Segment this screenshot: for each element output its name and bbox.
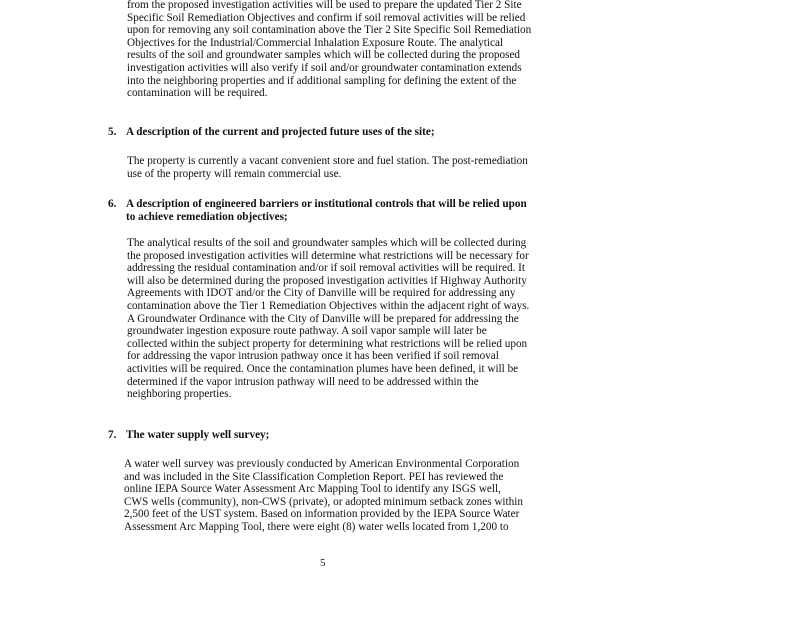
intro-line: contamination will be required.	[127, 87, 268, 100]
body-line: contamination above the Tier 1 Remediation Objectives within the adjacent right of ways.	[127, 299, 530, 312]
body-line: CWS wells (community), non-CWS (private), or adopted minimum setback zones within	[124, 495, 523, 508]
body-line: The analytical results of the soil and groundwater samples which will be collected during	[127, 237, 527, 249]
body-line: activities will be required. Once the contamination plumes have been defined, it will be	[127, 362, 519, 375]
body-line: groundwater ingestion exposure route pathway. A soil vapor sample will later be	[127, 325, 487, 338]
body-line: online IEPA Source Water Assessment Arc Mapping Tool to identify any ISGS well,	[124, 483, 501, 496]
body-line: use of the property will remain commercial use.	[127, 167, 342, 180]
page-number: 5	[320, 557, 326, 569]
section-5-body	[127, 155, 528, 180]
body-line: for addressing the vapor intrusion pathway once it has been verified if soil removal	[127, 350, 499, 363]
intro-line: Specific Soil Remediation Objectives and confirm if soil removal activities will be relied	[127, 11, 526, 24]
intro-line: from the proposed investigation activities will be used to prepare the updated Tier 2 Site	[127, 0, 522, 11]
intro-paragraph	[127, 0, 531, 100]
section-title: A description of the current and projected future uses of the site;	[126, 126, 435, 138]
section-7-body	[124, 458, 523, 534]
body-line: The property is currently a vacant convenient store and fuel station. The post-remediation	[127, 155, 528, 167]
body-line: Agreements with IDOT and/or the City of Danville will be required for addressing any	[127, 287, 516, 300]
intro-line: Objectives for the Industrial/Commercial Inhalation Exposure Route. The analytical	[127, 36, 504, 49]
intro-line: into the neighboring properties and if additional sampling for defining the extent of the	[127, 74, 517, 87]
section-6-body	[127, 237, 529, 401]
body-line: A water well survey was previously conducted by American Environmental Corporation	[124, 458, 520, 470]
body-line: determined if the vapor intrusion pathway will need to be addressed within the	[127, 375, 479, 388]
body-line: addressing the residual contamination and/or if soil removal activities will be required. It	[127, 262, 525, 275]
body-line: Assessment Arc Mapping Tool, there were eight (8) water wells located from 1,200 to	[124, 520, 509, 533]
body-line: will also be determined during the proposed investigation activities if Highway Authority	[127, 274, 527, 287]
body-line: the proposed investigation activities will determine what restrictions will be necessary for	[127, 249, 529, 262]
body-line: A Groundwater Ordinance with the City of Danville will be prepared for addressing the	[127, 312, 519, 325]
section-number: 6.	[108, 198, 117, 210]
body-line: and was included in the Site Classification Completion Report. PEI has reviewed the	[124, 470, 504, 483]
body-line: neighboring properties.	[127, 388, 232, 401]
intro-line: upon for removing any soil contamination above the Tier 2 Site Specific Soil Remediation	[127, 24, 532, 37]
section-title: The water supply well survey;	[126, 429, 270, 441]
section-number: 7.	[108, 429, 117, 441]
intro-line: results of the soil and groundwater samples which will be collected during the proposed	[127, 49, 521, 62]
section-number: 5.	[108, 126, 117, 138]
body-line: 2,500 feet of the UST system. Based on information provided by the IEPA Source Water	[124, 508, 520, 521]
body-line: collected within the subject property for determining what restrictions will be relied upon	[127, 337, 528, 350]
section-title: A description of engineered barriers or institutional controls that will be relied upon to achieve remediation objectives;	[126, 198, 527, 223]
intro-line: investigation activities will also verify if soil and/or groundwater contamination extends	[127, 61, 522, 74]
